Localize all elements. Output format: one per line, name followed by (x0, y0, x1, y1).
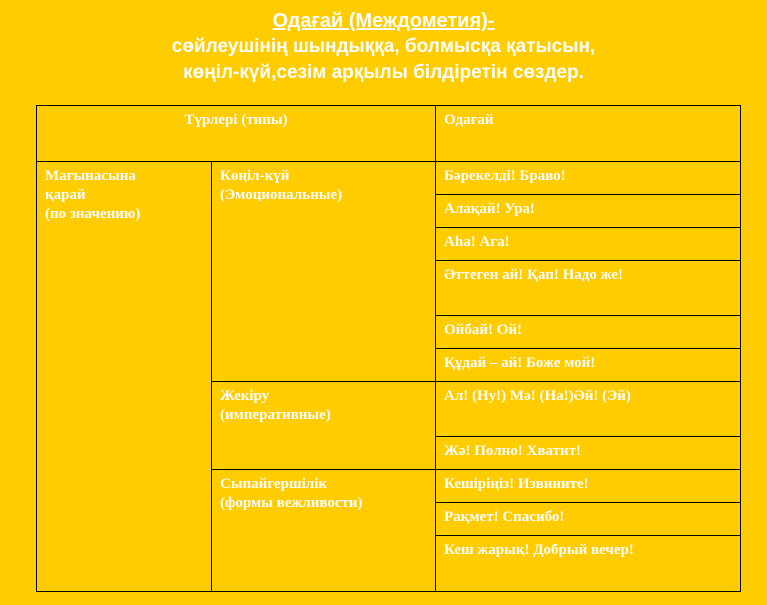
group-emotional-cell (212, 162, 436, 382)
interjection-cell: Алақай! Ура! (436, 195, 741, 228)
group-name-ru: (Эмоциональные) (220, 187, 343, 203)
group-politeness-cell (212, 470, 436, 592)
header-types-cell: Түрлері (типы) (37, 106, 436, 162)
slide-title (0, 8, 767, 86)
interjection-cell: Құдай – ай! Боже мой! (436, 349, 741, 382)
interjection-cell: Аһа! Ага! (436, 228, 741, 261)
header-row (37, 106, 741, 162)
interjection-cell: Жә! Полно! Хватит! (436, 437, 741, 470)
category-line-3: (по значению) (45, 206, 141, 222)
category-line-1: Мағынасына (45, 168, 136, 184)
header-interjection-cell: Одағай (436, 106, 741, 162)
interjection-cell: Рақмет! Спасибо! (436, 503, 741, 536)
table-row (37, 162, 741, 195)
group-imperative-cell (212, 382, 436, 470)
group-name-ru: (императивные) (220, 407, 331, 423)
title-line-2: сөйлеушінің шындыққа, болмысқа қатысын, (171, 36, 596, 57)
interjection-cell: Кеш жарық! Добрый вечер! (436, 536, 741, 592)
interjection-cell: Ал! (Ну!) Мә! (На!)Әй! (Эй) (436, 382, 741, 437)
category-line-2: қарай (45, 187, 86, 203)
interjection-cell: Бәрекелді! Браво! (436, 162, 741, 195)
title-line-1: Одағай (Междометия)- (272, 10, 495, 32)
interjection-table (36, 105, 741, 592)
interjection-cell: Кешіріңіз! Извините! (436, 470, 741, 503)
interjection-cell: Әттеген ай! Қап! Надо же! (436, 261, 741, 316)
category-cell (37, 162, 212, 592)
group-name-kz: Сыпайгершілік (220, 476, 327, 492)
group-name-ru: (формы вежливости) (220, 495, 363, 511)
group-name-kz: Көңіл-күй (220, 168, 290, 184)
group-name-kz: Жекіру (220, 388, 270, 404)
title-line-3: көңіл-күй,сезім арқылы білдіретін сөздер. (183, 62, 584, 83)
interjection-cell: Ойбай! Ой! (436, 316, 741, 349)
